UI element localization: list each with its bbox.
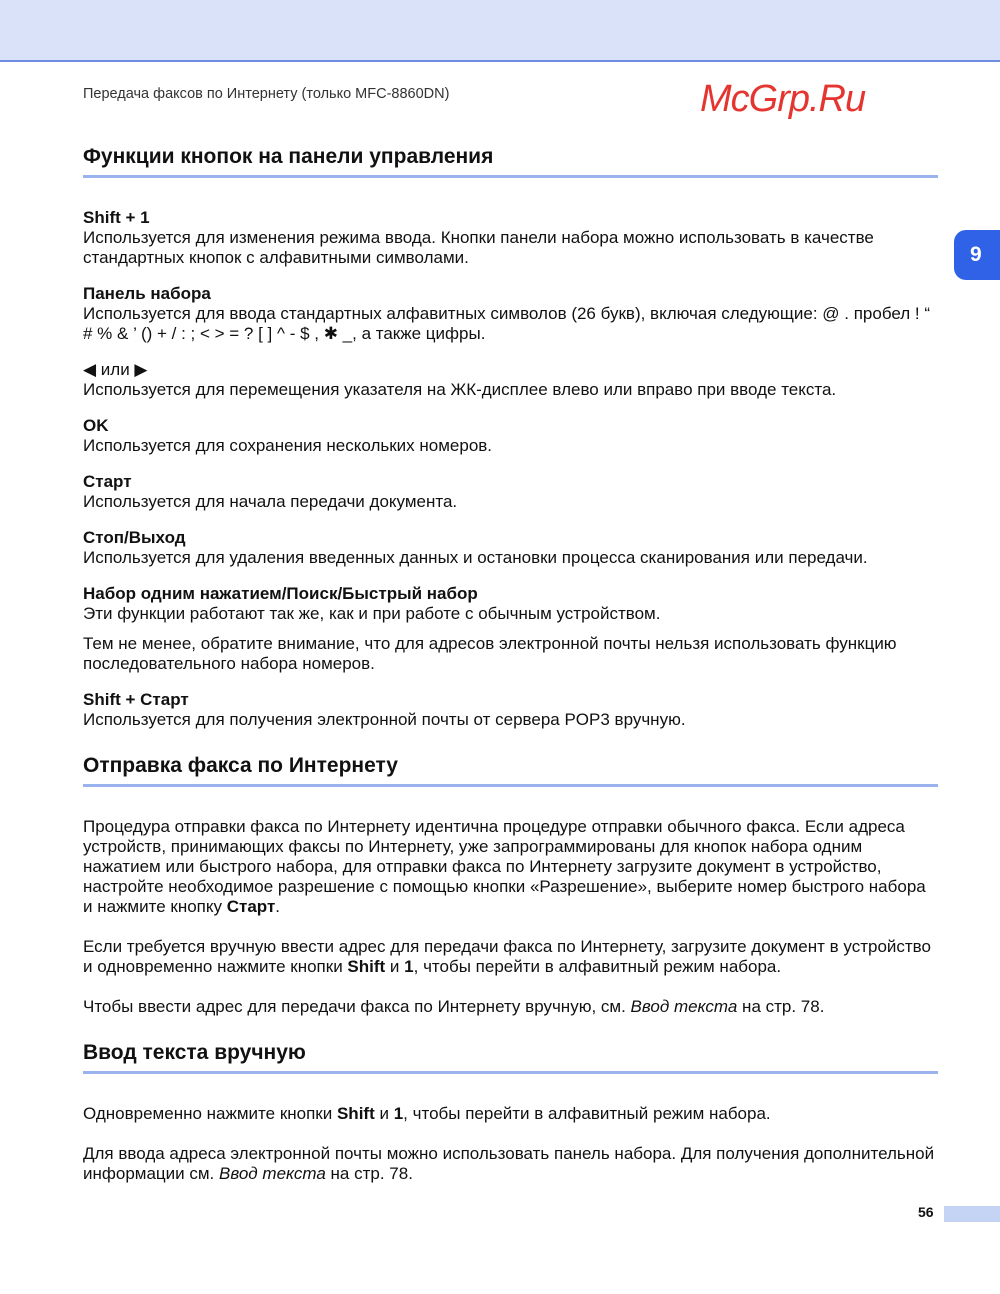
item-text: Используется для перемещения указателя на ЖК-дисплее влево или вправо при вводе текста. [83, 380, 837, 399]
item-text: Используется для ввода стандартных алфавитных символов (26 букв), включая следующие: @ . пробел ! “ # % & ’ () + / : ; < > = ? [ ] ^ - $ , ✱ _, а также цифры. [83, 304, 931, 343]
text: и [385, 957, 405, 976]
section-heading-buttons: Функции кнопок на панели управления [83, 145, 938, 178]
item-title: Стоп/Выход [83, 528, 186, 547]
item-title: Набор одним нажатием/Поиск/Быстрый набор [83, 584, 478, 603]
bold-text: 1 [404, 957, 414, 976]
paragraph [83, 937, 938, 977]
footer [83, 1204, 938, 1244]
text: Процедура отправки факса по Интернету идентична процедуре отправки обычного факса. Если адреса устройств, принимающих факсы по Интернету, уже запрограммированы для кнопок набора одним нажатием или быстрого набора, для отправки факса по Интернету загрузите документ в устройство, настройте необходимое разрешение с помощью кнопки «Разрешение», выберите номер быстрого набора и нажмите кнопку [83, 817, 926, 916]
paragraph [83, 817, 938, 917]
item-title: Shift + 1 [83, 208, 150, 227]
item-title: Панель набора [83, 284, 211, 303]
item-text: Используется для удаления введенных данных и остановки процесса сканирования или передачи. [83, 548, 868, 567]
bold-text: Shift [347, 957, 386, 976]
text: Чтобы ввести адрес для передачи факса по Интернету вручную, см. [83, 997, 631, 1016]
text: Для ввода адреса электронной почты можно использовать панель набора. Для получения дополнительной информации см. [83, 1144, 935, 1183]
text: на стр. 78. [737, 997, 825, 1016]
cross-reference-link[interactable]: Ввод текста [630, 997, 738, 1016]
text: на стр. 78. [325, 1164, 413, 1183]
item-ok [83, 416, 938, 456]
text: , чтобы перейти в алфавитный режим набора. [413, 957, 782, 976]
page-number: 56 [918, 1204, 934, 1220]
text: и [374, 1104, 394, 1123]
paragraph [83, 997, 938, 1017]
section-heading-manual: Ввод текста вручную [83, 1041, 938, 1074]
paragraph [83, 1144, 938, 1184]
text: Одновременно нажмите кнопки [83, 1104, 337, 1123]
text: Если требуется вручную ввести адрес для передачи факса по Интернету, загрузите документ в устройство и одновременно нажмите кнопки [83, 937, 931, 976]
item-title: OK [83, 416, 109, 435]
header-band [0, 0, 1000, 62]
bold-text: Старт [226, 897, 276, 916]
section-heading-send: Отправка факса по Интернету [83, 754, 938, 787]
paragraph [83, 1104, 938, 1124]
page-content [83, 145, 938, 1244]
item-onetouch [83, 584, 938, 674]
item-title: ◀ или ▶ [83, 360, 148, 379]
item-text: Эти функции работают так же, как и при работе с обычным устройством. [83, 604, 661, 623]
item-text: Используется для сохранения нескольких номеров. [83, 436, 493, 455]
item-dial-pad [83, 284, 938, 344]
item-text: Используется для изменения режима ввода. Кнопки панели набора можно использовать в качестве стандартных кнопок с алфавитными символами. [83, 228, 874, 267]
item-title: Старт [83, 472, 132, 491]
watermark: McGrp.Ru [700, 78, 866, 120]
item-shift-1 [83, 208, 938, 268]
bold-text: 1 [393, 1104, 404, 1123]
item-text: Используется для получения электронной почты от сервера POP3 вручную. [83, 710, 686, 729]
item-text: Используется для начала передачи документа. [83, 492, 458, 511]
text: , чтобы перейти в алфавитный режим набора. [403, 1104, 771, 1123]
cross-reference-link[interactable]: Ввод текста [219, 1164, 326, 1183]
item-start [83, 472, 938, 512]
bold-text: Shift [336, 1104, 375, 1123]
text: . [275, 897, 281, 916]
item-arrows [83, 360, 938, 400]
item-title: Shift + Старт [83, 690, 189, 709]
item-note: Тем не менее, обратите внимание, что для адресов электронной почты нельзя использовать функцию последовательного набора номеров. [83, 634, 897, 673]
chapter-tab: 9 [954, 230, 1000, 280]
running-title: Передача факсов по Интернету (только MFC-8860DN) [83, 86, 450, 102]
item-stop [83, 528, 938, 568]
item-shift-start [83, 690, 938, 730]
footer-bar [944, 1206, 1000, 1222]
